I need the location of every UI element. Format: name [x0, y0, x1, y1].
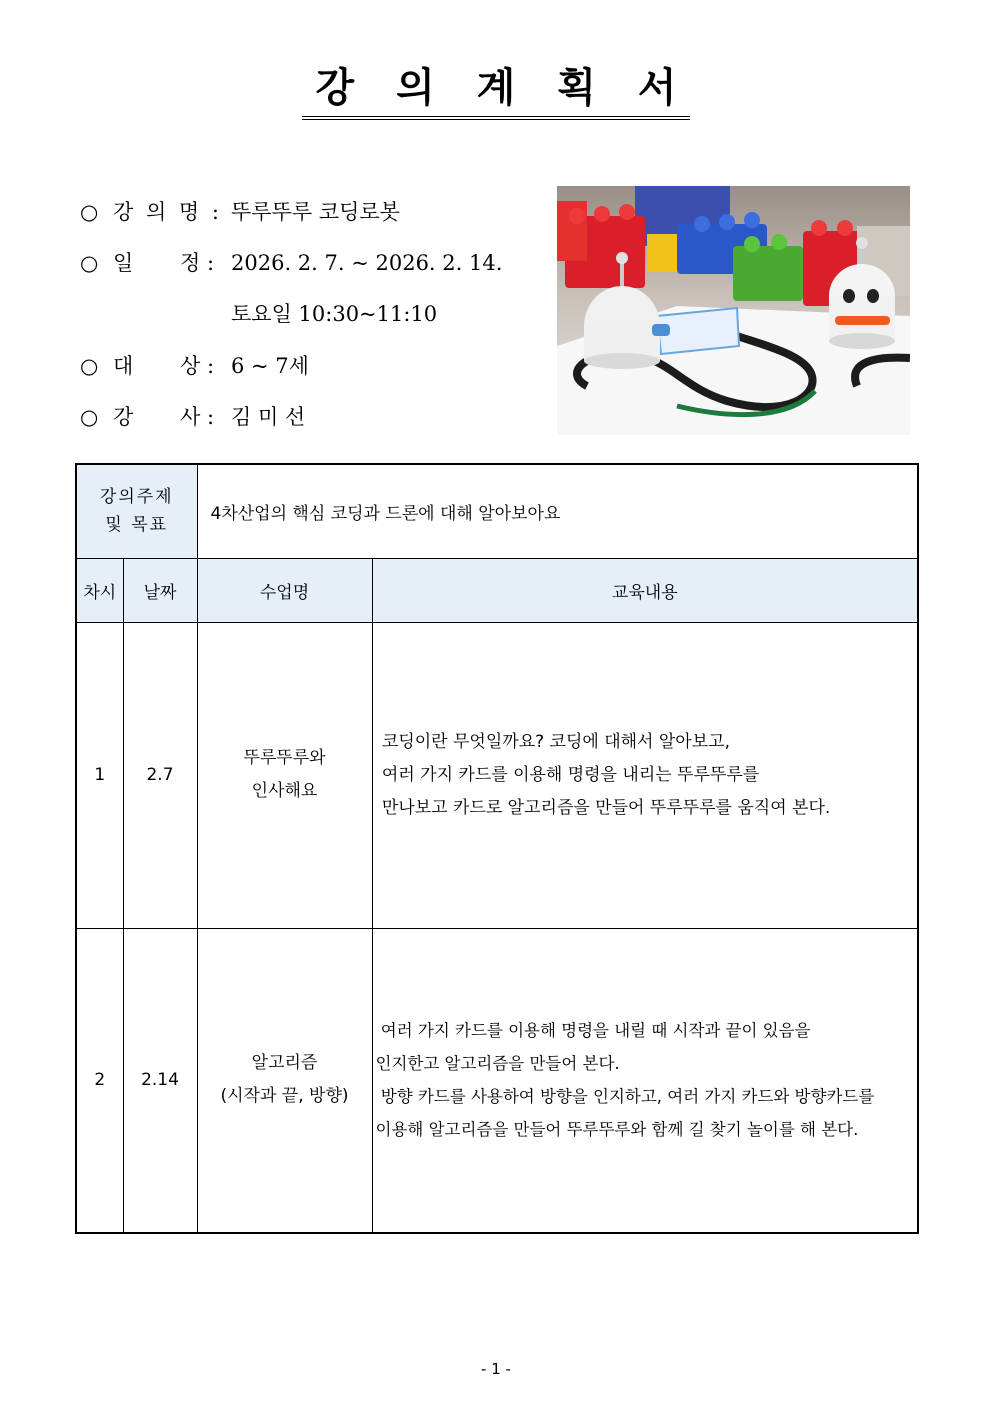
- schedule-label: 일 정 :: [113, 251, 215, 275]
- bullet-icon: ○: [80, 251, 99, 275]
- document-title: 강 의 계 획 서: [0, 62, 992, 120]
- content-cell: 여러 가지 카드를 이용해 명령을 내릴 때 시작과 끝이 있음을 인지한고 알고리즘을 만들어 본다. 방향 카드를 사용하여 방향을 인지하고, 여러 가지 카드와 방향카드를 이용해 알고리즘을 만들어 뚜루뚜루와 함께 길 찾기 놀이를 해 본다.: [372, 928, 918, 1233]
- page-number: - 1 -: [481, 1360, 511, 1378]
- info-course: [80, 196, 400, 226]
- schedule-time: 토요일 10:30~11:10: [231, 302, 438, 326]
- col-session: 차시: [76, 558, 123, 622]
- content-cell: 코딩이란 무엇일까요? 코딩에 대해서 알아보고, 여러 가지 카드를 이용해 명령을 내리는 뚜루뚜루를 만나보고 카드로 알고리즘을 만들어 뚜루뚜루를 움직여 본다.: [372, 622, 918, 928]
- target-value: 6 ~ 7세: [231, 354, 309, 378]
- topic-value: 4차산업의 핵심 코딩과 드론에 대해 알아보아요: [197, 464, 918, 558]
- column-header-row: [76, 558, 918, 622]
- course-value: 뚜루뚜루 코딩로봇: [231, 200, 400, 224]
- class-cell: 뚜루뚜루와 인사해요: [197, 622, 372, 928]
- col-content: 교육내용: [372, 558, 918, 622]
- lesson-plan-table: [75, 463, 919, 1234]
- col-class: 수업명: [197, 558, 372, 622]
- class-cell: 알고리즘 (시작과 끝, 방향): [197, 928, 372, 1233]
- date-cell: 2.14: [123, 928, 197, 1233]
- table-row: [76, 928, 918, 1233]
- info-target: [80, 350, 309, 380]
- topic-header: 강의주제 및 목표: [76, 464, 197, 558]
- coding-robot-photo: [557, 186, 910, 435]
- col-date: 날짜: [123, 558, 197, 622]
- teacher-label: 강 사 :: [113, 405, 215, 429]
- info-schedule: [80, 247, 502, 277]
- bullet-icon: ○: [80, 200, 99, 224]
- bullet-icon: ○: [80, 405, 99, 429]
- course-label: 강 의 명 :: [113, 200, 219, 224]
- coding-robot-illustration: [557, 186, 910, 435]
- topic-row: [76, 464, 918, 558]
- target-label: 대 상 :: [113, 354, 215, 378]
- info-teacher: [80, 401, 305, 431]
- session-cell: 1: [76, 622, 123, 928]
- bullet-icon: ○: [80, 354, 99, 378]
- session-cell: 2: [76, 928, 123, 1233]
- schedule-value: 2026. 2. 7. ~ 2026. 2. 14.: [231, 251, 503, 275]
- table-row: [76, 622, 918, 928]
- teacher-value: 김 미 선: [231, 405, 306, 429]
- date-cell: 2.7: [123, 622, 197, 928]
